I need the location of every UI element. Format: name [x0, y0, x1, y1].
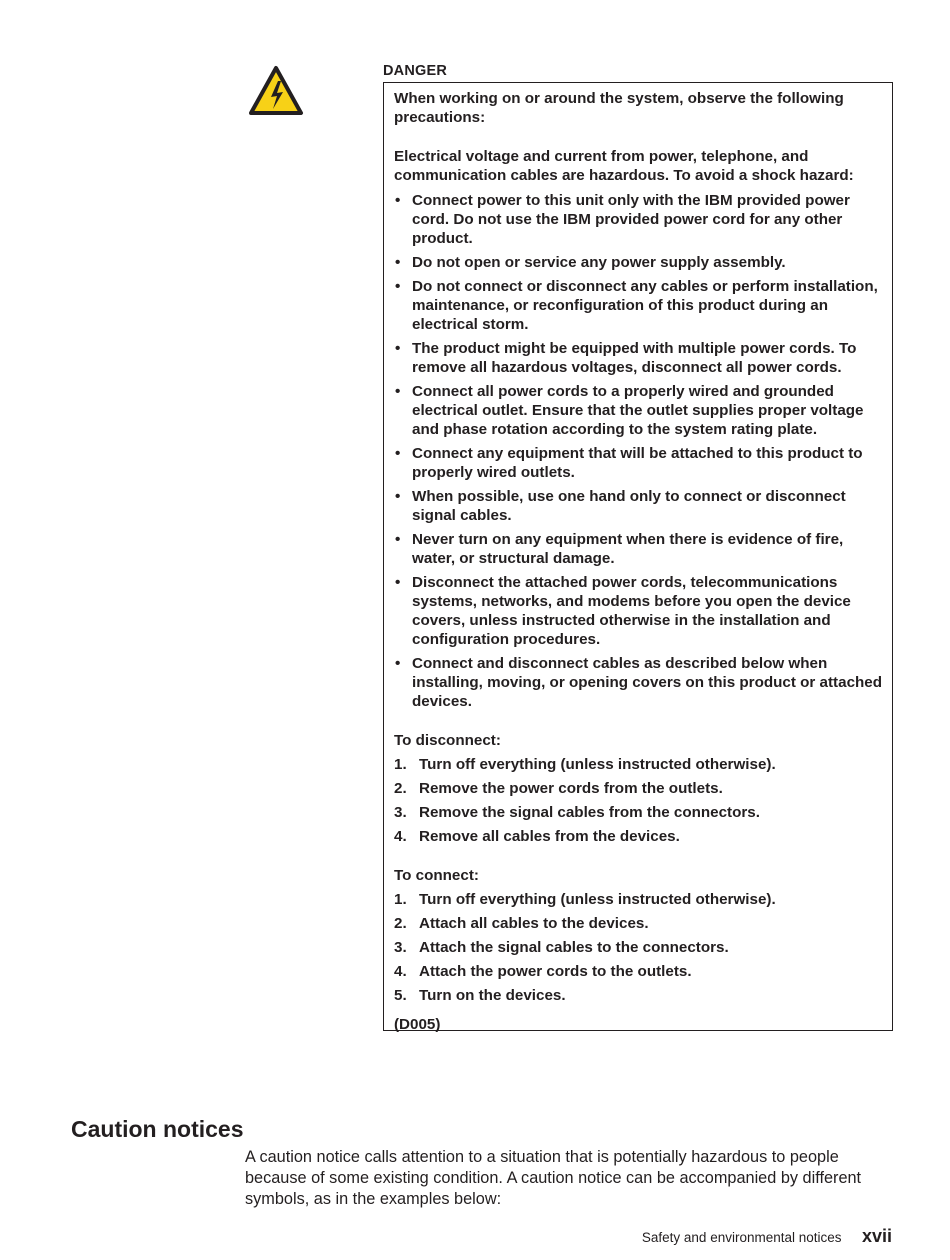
- page-footer: [642, 1226, 892, 1247]
- connect-heading: To connect:: [394, 867, 479, 884]
- step-number: 4.: [394, 828, 407, 845]
- disconnect-heading: To disconnect:: [394, 732, 501, 749]
- precaution-item: • Connect all power cords to a properly wired and grounded electrical outlet. Ensure that the outlet supplies proper voltage and phase rotation according to the system rating plate.: [394, 382, 882, 439]
- step-number: 3.: [394, 804, 407, 821]
- step-number: 1.: [394, 891, 407, 908]
- step-number: 1.: [394, 756, 407, 773]
- danger-intro: When working on or around the system, observe the following precautions:: [394, 90, 844, 126]
- step-text: Attach the power cords to the outlets.: [419, 963, 692, 980]
- step-text: Remove all cables from the devices.: [419, 828, 680, 845]
- hazard-statement: Electrical voltage and current from power, telephone, and communication cables are hazardous. To avoid a shock hazard:: [394, 148, 854, 184]
- step-number: 2.: [394, 915, 407, 932]
- precaution-item: • The product might be equipped with multiple power cords. To remove all hazardous voltages, disconnect all power cords.: [394, 339, 882, 377]
- precaution-item: • Never turn on any equipment when there is evidence of fire, water, or structural damage.: [394, 530, 882, 568]
- step-number: 2.: [394, 780, 407, 797]
- step-text: Turn on the devices.: [419, 987, 566, 1004]
- step-text: Remove the power cords from the outlets.: [419, 780, 723, 797]
- section-title: Caution notices: [71, 1116, 244, 1142]
- danger-notice-box: [383, 82, 893, 1031]
- precaution-item: • Do not connect or disconnect any cables or perform installation, maintenance, or reconfiguration of this product during an electrical storm.: [394, 277, 882, 334]
- disconnect-step: [394, 755, 882, 774]
- precaution-item: • When possible, use one hand only to connect or disconnect signal cables.: [394, 487, 882, 525]
- step-text: Attach all cables to the devices.: [419, 915, 649, 932]
- danger-label: DANGER: [383, 63, 448, 79]
- precaution-item: • Connect any equipment that will be attached to this product to properly wired outlets.: [394, 444, 882, 482]
- connect-step: [394, 938, 882, 957]
- step-number: 3.: [394, 939, 407, 956]
- disconnect-steps: [394, 755, 882, 846]
- notice-code: (D005): [394, 1016, 441, 1033]
- disconnect-step: [394, 827, 882, 846]
- high-voltage-warning-icon: [248, 65, 304, 117]
- step-text: Turn off everything (unless instructed otherwise).: [419, 891, 776, 908]
- step-text: Turn off everything (unless instructed otherwise).: [419, 756, 776, 773]
- connect-step: [394, 890, 882, 909]
- step-number: 4.: [394, 963, 407, 980]
- connect-step: [394, 914, 882, 933]
- caution-description: A caution notice calls attention to a situation that is potentially hazardous to people because of some existing condition. A caution notice can be accompanied by different symbols, as in the examples below:: [245, 1148, 862, 1208]
- page-number: xvii: [861, 1226, 892, 1246]
- connect-steps: [394, 890, 882, 1005]
- connect-step: [394, 986, 882, 1005]
- disconnect-step: [394, 779, 882, 798]
- precaution-item: • Disconnect the attached power cords, telecommunications systems, networks, and modems before you open the device covers, unless instructed otherwise in the installation and configuration procedures.: [394, 573, 882, 649]
- precaution-item: • Connect power to this unit only with the IBM provided power cord. Do not use the IBM provided power cord for any other product.: [394, 191, 882, 248]
- disconnect-step: [394, 803, 882, 822]
- step-text: Attach the signal cables to the connectors.: [419, 939, 729, 956]
- footer-section-title: Safety and environmental notices: [641, 1230, 842, 1245]
- connect-step: [394, 962, 882, 981]
- section-body: [245, 1147, 895, 1210]
- precaution-item: • Do not open or service any power supply assembly.: [394, 253, 882, 272]
- step-number: 5.: [394, 987, 407, 1004]
- precaution-item: • Connect and disconnect cables as described below when installing, moving, or opening covers on this product or attached devices.: [394, 654, 882, 711]
- step-text: Remove the signal cables from the connectors.: [419, 804, 760, 821]
- precaution-list: [394, 191, 882, 711]
